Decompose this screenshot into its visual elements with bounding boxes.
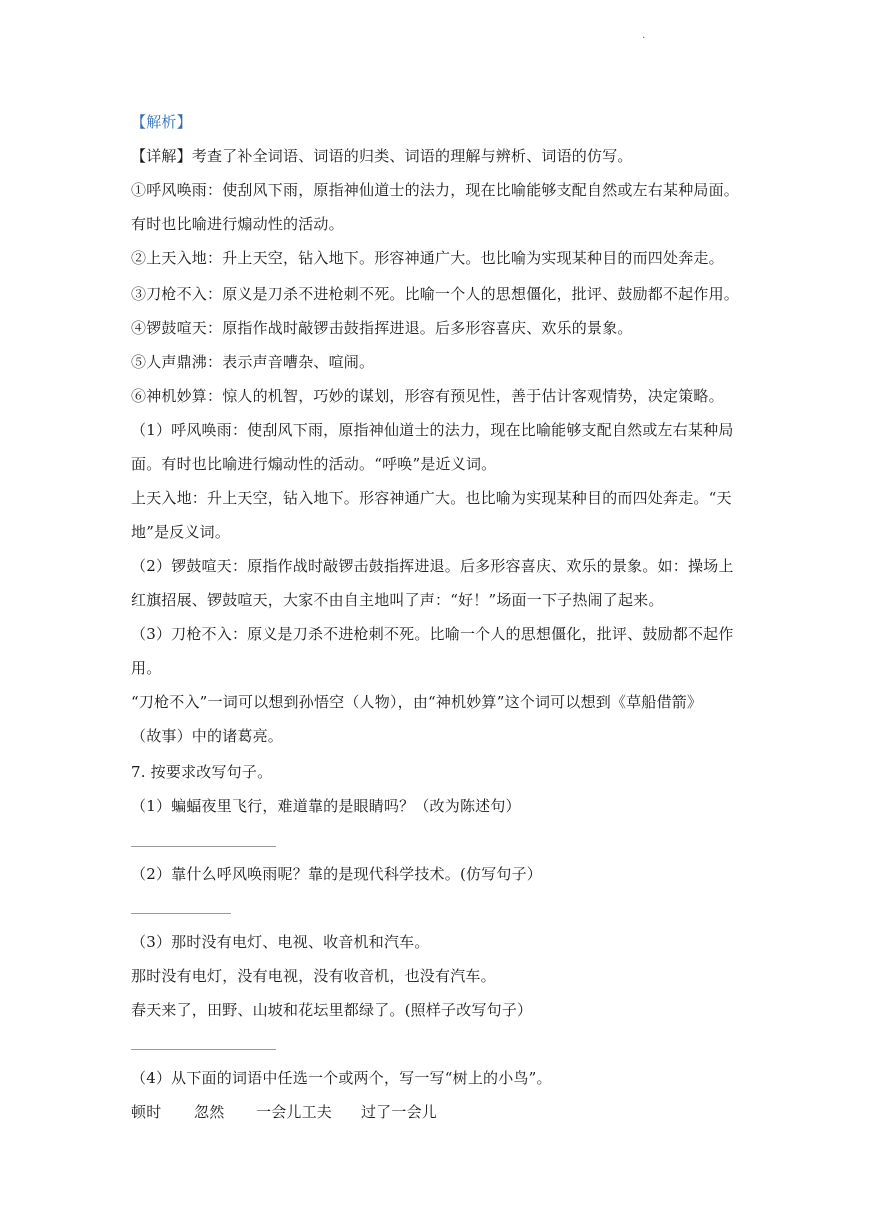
rewrite-instruction: 春天来了，田野、山坡和花坛里都绿了。(照样子改写句子）	[131, 1001, 533, 1019]
detail-intro: 【详解】考查了补全词语、词语的归类、词语的理解与辨析、词语的仿写。	[131, 147, 633, 165]
explanation-line: ③刀枪不入：原义是刀杀不进枪刺不死。比喻一个人的思想僵化，批评、鼓励都不起作用。	[131, 285, 740, 303]
explanation-line: 有时也比喻进行煽动性的活动。	[131, 215, 344, 233]
explanation-line: ④锣鼓喧天：原指作战时敲锣击鼓指挥进退。后多形容喜庆、欢乐的景象。	[131, 319, 633, 337]
answer-line: 红旗招展、锣鼓喧天，大家不由自主地叫了声：“好！”场面一下子热闹了起来。	[131, 591, 664, 609]
explanation-line: ①呼风唤雨：使刮风下雨，原指神仙道士的法力，现在比喻能够支配自然或左右某种局面。	[131, 181, 740, 199]
answer-line: （故事）中的诸葛亮。	[131, 727, 284, 745]
question-7-part-1: （1）蝙蝠夜里飞行，难道靠的是眼睛吗？（改为陈述句）	[131, 797, 521, 815]
answer-blank-3[interactable]	[131, 1049, 276, 1050]
answer-line: （3）刀枪不入：原义是刀杀不进枪刺不死。比喻一个人的思想僵化，批评、鼓励都不起作	[131, 625, 734, 643]
answer-blank-1[interactable]	[131, 846, 276, 847]
word-option: 顿时	[131, 1103, 162, 1121]
word-option: 忽然	[194, 1103, 225, 1121]
answer-line: “刀枪不入”一词可以想到孙悟空（人物），由“神机妙算”这个词可以想到《草船借箭》	[131, 693, 703, 711]
question-7-title: 7. 按要求改写句子。	[131, 763, 273, 781]
word-option: 过了一会儿	[361, 1103, 438, 1121]
explanation-line: ②上天入地：升上天空，钻入地下。形容神通广大。也比喻为实现某种目的而四处奔走。	[131, 249, 724, 267]
answer-line: 用。	[131, 659, 162, 677]
header-mark: .	[642, 30, 646, 41]
explanation-line: ⑥神机妙算：惊人的机智，巧妙的谋划，形容有预见性，善于估计客观情势，决定策略。	[131, 387, 724, 405]
answer-line: （2）锣鼓喧天：原指作战时敲锣击鼓指挥进退。后多形容喜庆、欢乐的景象。如：操场上	[131, 557, 734, 575]
question-7-part-3: （3）那时没有电灯、电视、收音机和汽车。	[131, 933, 430, 951]
example-sentence: 那时没有电灯，没有电视，没有收音机，也没有汽车。	[131, 967, 496, 985]
question-7-part-2: （2）靠什么呼风唤雨呢？靠的是现代科学技术。(仿写句子）	[131, 865, 542, 883]
word-options	[131, 1102, 437, 1122]
answer-line: 上天入地：升上天空，钻入地下。形容神通广大。也比喻为实现某种目的而四处奔走。“天	[131, 489, 732, 507]
answer-line: 面。有时也比喻进行煽动性的活动。“呼唤”是近义词。	[131, 455, 497, 473]
word-option: 一会儿工夫	[256, 1103, 333, 1121]
answer-blank-2[interactable]	[131, 913, 231, 914]
question-7-part-4: （4）从下面的词语中任选一个或两个，写一写“树上的小鸟”。	[131, 1069, 552, 1087]
answer-line: （1）呼风唤雨：使刮风下雨，原指神仙道士的法力，现在比喻能够支配自然或左右某种局	[131, 421, 734, 439]
explanation-line: ⑤人声鼎沸：表示声音嘈杂、喧闹。	[131, 353, 375, 371]
answer-line: 地”是反义词。	[131, 523, 231, 541]
analysis-heading: 【解析】	[131, 113, 192, 131]
